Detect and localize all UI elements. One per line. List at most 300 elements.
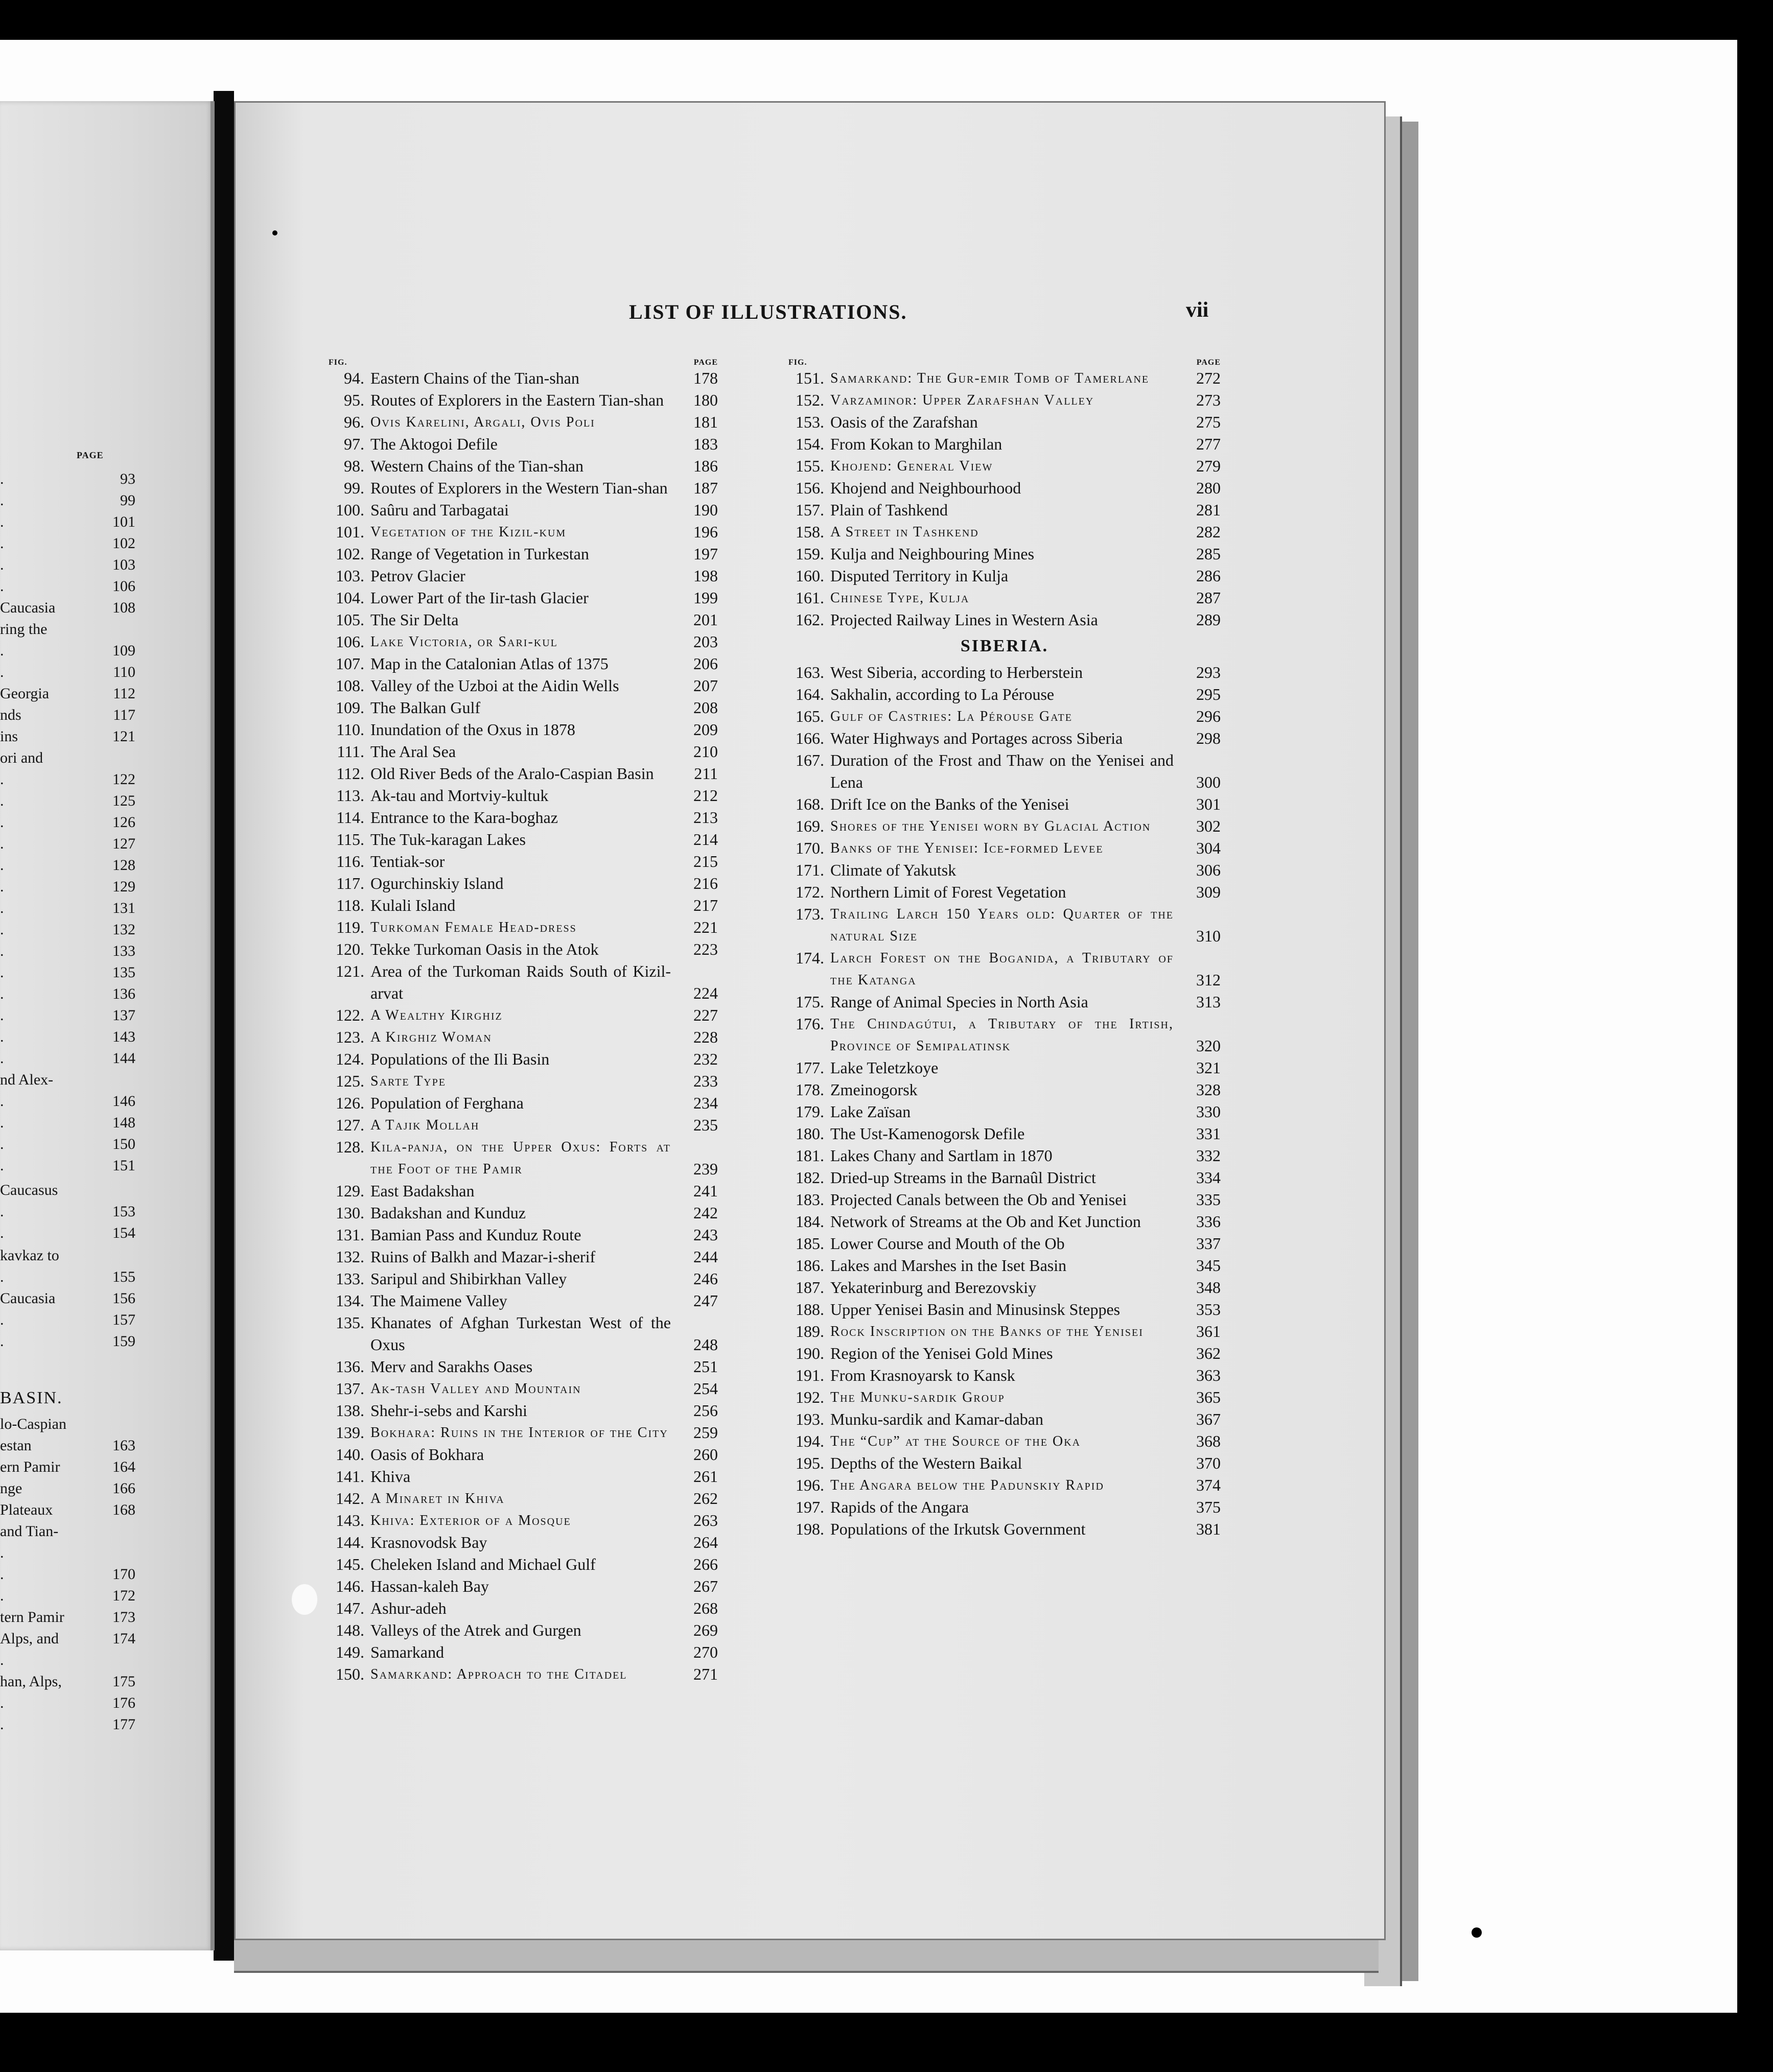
illustration-entry: [788, 587, 1221, 609]
page-reference: 309: [1196, 883, 1221, 901]
illustration-entry: [788, 1474, 1221, 1496]
previous-page-line-page-number: 109: [112, 642, 135, 659]
figure-number: 173.: [796, 905, 824, 923]
figure-number: 153.: [796, 413, 824, 431]
previous-page-line-text: .: [0, 513, 4, 530]
figure-number: 104.: [336, 588, 364, 607]
illustration-title: A Street in Tashkend: [830, 524, 979, 540]
previous-page-line: [0, 898, 135, 919]
ink-speck: [1472, 1927, 1482, 1938]
page-reference: 320: [1196, 1037, 1221, 1055]
previous-page-line: [0, 1048, 135, 1069]
illustration-entry: [329, 894, 718, 916]
figure-number: 101.: [336, 523, 364, 541]
figure-number: 146.: [336, 1577, 364, 1595]
illustration-entry: [329, 938, 718, 960]
figure-number: 127.: [336, 1116, 364, 1134]
figure-number: 148.: [336, 1621, 364, 1639]
previous-page-line: [0, 1202, 135, 1222]
previous-page-line: [0, 1245, 135, 1266]
illustration-entry: [329, 916, 718, 938]
page-reference: 178: [693, 369, 718, 387]
illustration-entry: [329, 1246, 718, 1268]
illustration-entry: [788, 1013, 1221, 1057]
illustration-title: Krasnovodsk Bay: [370, 1533, 487, 1551]
illustration-title: Lake Teletzkoye: [830, 1058, 939, 1077]
previous-page-line: [0, 984, 135, 1004]
figure-number: 154.: [796, 435, 824, 453]
figure-number: 158.: [796, 523, 824, 541]
illustration-title: Inundation of the Oxus in 1878: [370, 720, 575, 739]
page-reference: 365: [1196, 1388, 1221, 1406]
illustration-entry: [788, 991, 1221, 1013]
previous-page-line-page-number: 128: [112, 857, 135, 874]
figure-number: 145.: [336, 1555, 364, 1573]
illustration-entry: [329, 1312, 718, 1356]
illustration-entry: [788, 705, 1221, 727]
page-reference: 312: [1196, 971, 1221, 989]
column-header: [329, 358, 718, 367]
figure-number: 132.: [336, 1247, 364, 1266]
page-reference: 287: [1196, 588, 1221, 607]
previous-page-line-text: ins: [0, 728, 18, 745]
illustration-entry: [329, 1619, 718, 1641]
page-reference: 201: [693, 610, 718, 629]
figure-number: 128.: [336, 1138, 364, 1156]
fig-column-label: FIG.: [329, 358, 347, 367]
column-header: [788, 358, 1221, 367]
page-reference: 241: [693, 1182, 718, 1200]
previous-page-line-page-number: 159: [112, 1333, 135, 1350]
illustration-entry: [788, 1079, 1221, 1101]
page-reference: 212: [693, 786, 718, 805]
figure-number: 124.: [336, 1050, 364, 1068]
previous-page-line-page-number: 155: [112, 1268, 135, 1285]
previous-page-line: [0, 855, 135, 876]
previous-page-line-text: kavkaz to: [0, 1247, 59, 1264]
page-reference: 304: [1196, 839, 1221, 857]
page-reference: 242: [693, 1204, 718, 1222]
page-reference: 269: [693, 1621, 718, 1639]
figure-number: 106.: [336, 632, 364, 651]
illustration-entry: [329, 367, 718, 389]
page-reference: 186: [693, 457, 718, 475]
previous-page-line: [0, 834, 135, 854]
previous-page-line-text: .: [0, 1093, 4, 1110]
illustration-title: West Siberia, according to Herberstein: [830, 663, 1083, 681]
figure-number: 111.: [337, 742, 364, 761]
page-reference: 211: [694, 764, 718, 783]
figure-number: 99.: [344, 479, 364, 497]
page-reference: 277: [1196, 435, 1221, 453]
illustration-title: Network of Streams at the Ob and Ket Junction: [830, 1212, 1141, 1231]
page-reference: 293: [1196, 663, 1221, 681]
previous-page-line-text: han, Alps,: [0, 1673, 62, 1690]
previous-page-line-text: .: [0, 664, 4, 680]
figure-number: 97.: [344, 435, 364, 453]
illustration-title: Ovis Karelini, Argali, Ovis Poli: [370, 414, 595, 430]
page-title: LIST OF ILLUSTRATIONS.: [629, 300, 907, 323]
page-stack-bottom-edge: [234, 1940, 1379, 1973]
figure-number: 161.: [796, 588, 824, 607]
illustration-entry: [788, 1452, 1221, 1474]
page-reference: 295: [1196, 685, 1221, 703]
figure-number: 185.: [796, 1234, 824, 1253]
figure-number: 113.: [336, 786, 364, 805]
ink-speck: [272, 230, 277, 236]
illustration-entry: [329, 763, 718, 785]
illustration-title: Gulf of Castries: La Pérouse Gate: [830, 709, 1072, 724]
figure-number: 149.: [336, 1643, 364, 1661]
figure-number: 147.: [336, 1599, 364, 1617]
illustration-entry: [788, 1364, 1221, 1386]
previous-page-line-page-number: 150: [112, 1136, 135, 1152]
illustration-title: Populations of the Irkutsk Government: [830, 1520, 1086, 1538]
illustration-title: Range of Vegetation in Turkestan: [370, 545, 589, 563]
figure-number: 120.: [336, 940, 364, 958]
previous-page-line-text: ern Pamir: [0, 1458, 60, 1475]
illustration-entry: [329, 1422, 718, 1444]
figure-number: 167.: [796, 751, 824, 769]
figure-number: 191.: [796, 1366, 824, 1384]
entry-list: [329, 367, 718, 1685]
figure-number: 98.: [344, 457, 364, 475]
illustration-entry: [788, 1299, 1221, 1321]
page-reference: 362: [1196, 1344, 1221, 1362]
illustration-entry: [329, 587, 718, 609]
figure-number: 196.: [796, 1476, 824, 1494]
figure-number: 137.: [336, 1379, 364, 1398]
figure-number: 141.: [336, 1467, 364, 1486]
figure-number: 184.: [796, 1212, 824, 1231]
page-reference: 321: [1196, 1058, 1221, 1077]
previous-page-line-text: .: [0, 1007, 4, 1024]
illustration-title: The Aral Sea: [370, 742, 456, 761]
illustration-title: Lake Zaïsan: [830, 1102, 911, 1121]
illustration-entry: [788, 455, 1221, 477]
figure-number: 188.: [796, 1300, 824, 1318]
previous-page-line-page-number: 136: [112, 985, 135, 1002]
previous-page-line: [0, 619, 135, 640]
illustration-title: Kila-panja, on the Upper Oxus: Forts at the Foot of the Pamir: [370, 1139, 671, 1177]
page-reference: 374: [1196, 1476, 1221, 1494]
illustration-entry: [788, 881, 1221, 903]
previous-page-line-text: .: [0, 985, 4, 1002]
figure-number: 95.: [344, 391, 364, 409]
figure-number: 142.: [336, 1489, 364, 1508]
figure-number: 116.: [336, 852, 364, 870]
figure-number: 115.: [336, 830, 364, 849]
figure-number: 94.: [344, 369, 364, 387]
previous-page-line: [0, 533, 135, 554]
illustration-title: Lower Part of the Iir-tash Glacier: [370, 588, 589, 607]
previous-page-line-page-number: 135: [112, 964, 135, 981]
previous-page-line-page-number: 156: [112, 1290, 135, 1307]
figure-number: 96.: [344, 413, 364, 431]
previous-page-line-text: .: [0, 578, 4, 595]
previous-page-line: [0, 555, 135, 575]
previous-page-line-page-number: 93: [120, 470, 135, 487]
previous-page-line: [0, 1586, 135, 1606]
illustration-title: From Krasnoyarsk to Kansk: [830, 1366, 1015, 1384]
previous-page-line: [0, 877, 135, 897]
page-reference: 353: [1196, 1300, 1221, 1318]
page-reference: 244: [693, 1247, 718, 1266]
previous-page-line-text: and Tian-: [0, 1523, 59, 1540]
illustration-title: Rapids of the Angara: [830, 1498, 969, 1516]
illustration-entry: [788, 1386, 1221, 1408]
page-reference: 254: [693, 1379, 718, 1398]
illustration-title: Sarte Type: [370, 1073, 446, 1089]
previous-page-line-text: .: [0, 1311, 4, 1328]
previous-page-line: [0, 1629, 135, 1649]
page-reference: 337: [1196, 1234, 1221, 1253]
illustration-entry: [788, 793, 1221, 815]
page-reference: 263: [693, 1511, 718, 1529]
illustration-title: Dried-up Streams in the Barnaûl District: [830, 1168, 1096, 1187]
page-reference: 251: [693, 1357, 718, 1376]
previous-page-line-text: Caucasus: [0, 1182, 58, 1198]
illustration-title: Oasis of the Zarafshan: [830, 413, 978, 431]
page-reference: 266: [693, 1555, 718, 1573]
figure-number: 122.: [336, 1006, 364, 1024]
previous-page-line-page-number: 131: [112, 900, 135, 916]
figure-number: 192.: [796, 1388, 824, 1406]
illustration-entry: [329, 1114, 718, 1136]
previous-page-line-text: .: [0, 878, 4, 895]
previous-page-line-text: .: [0, 1566, 4, 1583]
page-reference: 313: [1196, 993, 1221, 1011]
illustration-title: Bokhara: Ruins in the Interior of the City: [370, 1425, 668, 1441]
illustration-title: Khiva: [370, 1467, 411, 1486]
illustration-title: East Badakshan: [370, 1182, 475, 1200]
book-gutter: [214, 91, 234, 1961]
illustration-title: Bamian Pass and Kunduz Route: [370, 1226, 581, 1244]
illustration-title: Water Highways and Portages across Siberia: [830, 729, 1123, 747]
illustration-entry: [788, 662, 1221, 684]
illustration-entry: [788, 684, 1221, 705]
previous-page-line-text: .: [0, 470, 4, 487]
previous-page-line-text: Caucasia: [0, 1290, 56, 1307]
page-reference: 243: [693, 1226, 718, 1244]
figure-number: 110.: [336, 720, 364, 739]
illustration-title: Saripul and Shibirkhan Valley: [370, 1269, 567, 1288]
figure-number: 139.: [336, 1423, 364, 1442]
previous-page-line-page-number: 117: [113, 707, 135, 723]
illustration-title: Zmeinogorsk: [830, 1080, 918, 1099]
previous-page-line-page-number: 122: [112, 771, 135, 788]
figure-number: 165.: [796, 707, 824, 725]
figure-number: 152.: [796, 391, 824, 409]
previous-page-line: [0, 684, 135, 704]
previous-page-line: [0, 726, 135, 747]
illustration-entry: [329, 433, 718, 455]
page-reference: 217: [693, 896, 718, 914]
previous-page-line-text: .: [0, 1203, 4, 1220]
page-reference: 235: [693, 1116, 718, 1134]
previous-page-line-page-number: 101: [112, 513, 135, 530]
figure-number: 190.: [796, 1344, 824, 1362]
page-reference: 203: [693, 632, 718, 651]
illustration-title: The “Cup” at the Source of the Oka: [830, 1433, 1081, 1449]
illustration-entry: [329, 609, 718, 631]
previous-page-line: [0, 1267, 135, 1287]
illustration-title: Northern Limit of Forest Vegetation: [830, 883, 1066, 901]
previous-page-line: [0, 1543, 135, 1563]
illustration-entry: [329, 697, 718, 719]
page-reference: 328: [1196, 1080, 1221, 1099]
figure-number: 162.: [796, 610, 824, 629]
illustration-title: Oasis of Bokhara: [370, 1445, 484, 1464]
illustration-entry: [329, 785, 718, 807]
previous-page-fragment: [0, 101, 214, 1950]
previous-page-line-text: .: [0, 814, 4, 831]
figure-number: 168.: [796, 795, 824, 813]
page-reference: 233: [693, 1072, 718, 1090]
illustration-entry: [788, 815, 1221, 837]
figure-number: 108.: [336, 676, 364, 695]
figure-number: 109.: [336, 698, 364, 717]
illustration-entry: [329, 543, 718, 565]
illustration-entry: [329, 1136, 718, 1180]
illustration-title: Western Chains of the Tian-shan: [370, 457, 584, 475]
previous-page-line-page-number: 110: [113, 664, 135, 680]
previous-page-line-page-number: 102: [112, 535, 135, 552]
illustration-title: Old River Beds of the Aralo-Caspian Basin: [370, 764, 654, 783]
figure-number: 130.: [336, 1204, 364, 1222]
previous-page-line-text: .: [0, 1587, 4, 1604]
page-column-label: PAGE: [1196, 358, 1221, 367]
previous-page-line-text: ring the: [0, 621, 48, 638]
page-reference: 334: [1196, 1168, 1221, 1187]
illustration-title: The Ust-Kamenogorsk Defile: [830, 1124, 1025, 1143]
previous-page-line: [0, 1714, 135, 1735]
figure-number: 171.: [796, 861, 824, 879]
page-reference: 282: [1196, 523, 1221, 541]
illustration-entry: [329, 1466, 718, 1488]
illustration-title: Populations of the Ili Basin: [370, 1050, 550, 1068]
previous-page-line-page-number: 175: [112, 1673, 135, 1690]
figure-number: 155.: [796, 457, 824, 475]
figure-number: 187.: [796, 1278, 824, 1297]
illustration-title: Petrov Glacier: [370, 567, 465, 585]
illustration-title: Lower Course and Mouth of the Ob: [830, 1234, 1065, 1253]
page-reference: 279: [1196, 457, 1221, 475]
previous-page-line-page-number: 166: [112, 1480, 135, 1497]
previous-page-line-page-number: 127: [112, 835, 135, 852]
previous-page-line-text: .: [0, 1268, 4, 1285]
illustration-title: The Chindagútui, a Tributary of the Irtish, Province of Semipalatinsk: [830, 1016, 1174, 1054]
page-reference: 187: [693, 479, 718, 497]
previous-page-line: [0, 1564, 135, 1585]
illustration-title: Cheleken Island and Michael Gulf: [370, 1555, 596, 1573]
previous-page-line-text: .: [0, 1716, 4, 1733]
illustration-title: Tentiak-sor: [370, 852, 445, 870]
illustrations-column-right: [788, 358, 1221, 1540]
figure-number: 183.: [796, 1190, 824, 1209]
page-reference: 348: [1196, 1278, 1221, 1297]
fig-column-label: FIG.: [788, 358, 807, 367]
figure-number: 125.: [336, 1072, 364, 1090]
page-reference: 336: [1196, 1212, 1221, 1231]
figure-number: 103.: [336, 567, 364, 585]
illustration-title: A Wealthy Kirghiz: [370, 1007, 503, 1023]
illustration-entry: [788, 1101, 1221, 1123]
previous-page-line-page-number: 163: [112, 1437, 135, 1454]
figure-number: 151.: [796, 369, 824, 387]
figure-number: 180.: [796, 1124, 824, 1143]
illustration-entry: [329, 851, 718, 873]
illustration-title: Samarkand: Approach to the Citadel: [370, 1666, 627, 1682]
figure-number: 144.: [336, 1533, 364, 1551]
figure-number: 164.: [796, 685, 824, 703]
previous-page-line-page-number: 170: [112, 1566, 135, 1583]
figure-number: 150.: [336, 1665, 364, 1683]
illustration-entry: [788, 411, 1221, 433]
illustration-title: Ogurchinskiy Island: [370, 874, 504, 892]
previous-page-line: [0, 1223, 135, 1243]
illustration-entry: [788, 1189, 1221, 1211]
page-reference: 210: [693, 742, 718, 761]
illustration-title: The Balkan Gulf: [370, 698, 481, 717]
previous-page-line-page-number: 146: [112, 1093, 135, 1110]
previous-page-line-text: .: [0, 492, 4, 509]
previous-page-page-header: PAGE: [77, 450, 104, 460]
page-reference: 306: [1196, 861, 1221, 879]
page-reference: 300: [1196, 773, 1221, 791]
illustration-entry: [329, 1202, 718, 1224]
page-reference: 214: [693, 830, 718, 849]
previous-page-line: [0, 791, 135, 811]
previous-page-line-text: Caucasia: [0, 599, 56, 616]
figure-number: 157.: [796, 501, 824, 519]
page-reference: 232: [693, 1050, 718, 1068]
page-reference: 234: [693, 1094, 718, 1112]
illustration-title: Projected Railway Lines in Western Asia: [830, 610, 1098, 629]
page-reference: 247: [693, 1291, 718, 1310]
figure-number: 105.: [336, 610, 364, 629]
figure-number: 169.: [796, 817, 824, 835]
previous-page-line: [0, 662, 135, 682]
illustration-entry: [329, 411, 718, 433]
figure-number: 156.: [796, 479, 824, 497]
illustration-title: Routes of Explorers in the Western Tian-shan: [370, 479, 668, 497]
previous-page-line: [0, 1027, 135, 1047]
previous-page-line-text: nge: [0, 1480, 22, 1497]
previous-page-line: [0, 1500, 135, 1520]
page-reference: 368: [1196, 1432, 1221, 1450]
previous-page-line-page-number: 133: [112, 943, 135, 959]
illustration-title: The Maimene Valley: [370, 1291, 507, 1310]
figure-number: 195.: [796, 1454, 824, 1472]
previous-page-line-text: nd Alex-: [0, 1071, 54, 1088]
page-reference: 216: [693, 874, 718, 892]
previous-page-line-text: .: [0, 1544, 4, 1561]
page-reference: 367: [1196, 1410, 1221, 1428]
illustration-entry: [788, 1343, 1221, 1364]
illustration-entry: [329, 1224, 718, 1246]
previous-page-line-page-number: 143: [112, 1028, 135, 1045]
illustration-title: The Angara below the Padunskiy Rapid: [830, 1477, 1104, 1493]
illustration-entry: [329, 389, 718, 411]
page-reference: 180: [693, 391, 718, 409]
illustration-entry: [329, 1180, 718, 1202]
previous-page-line: [0, 598, 135, 618]
illustration-entry: [788, 1057, 1221, 1079]
illustration-entry: [788, 727, 1221, 749]
illustration-entry: [329, 455, 718, 477]
figure-number: 136.: [336, 1357, 364, 1376]
